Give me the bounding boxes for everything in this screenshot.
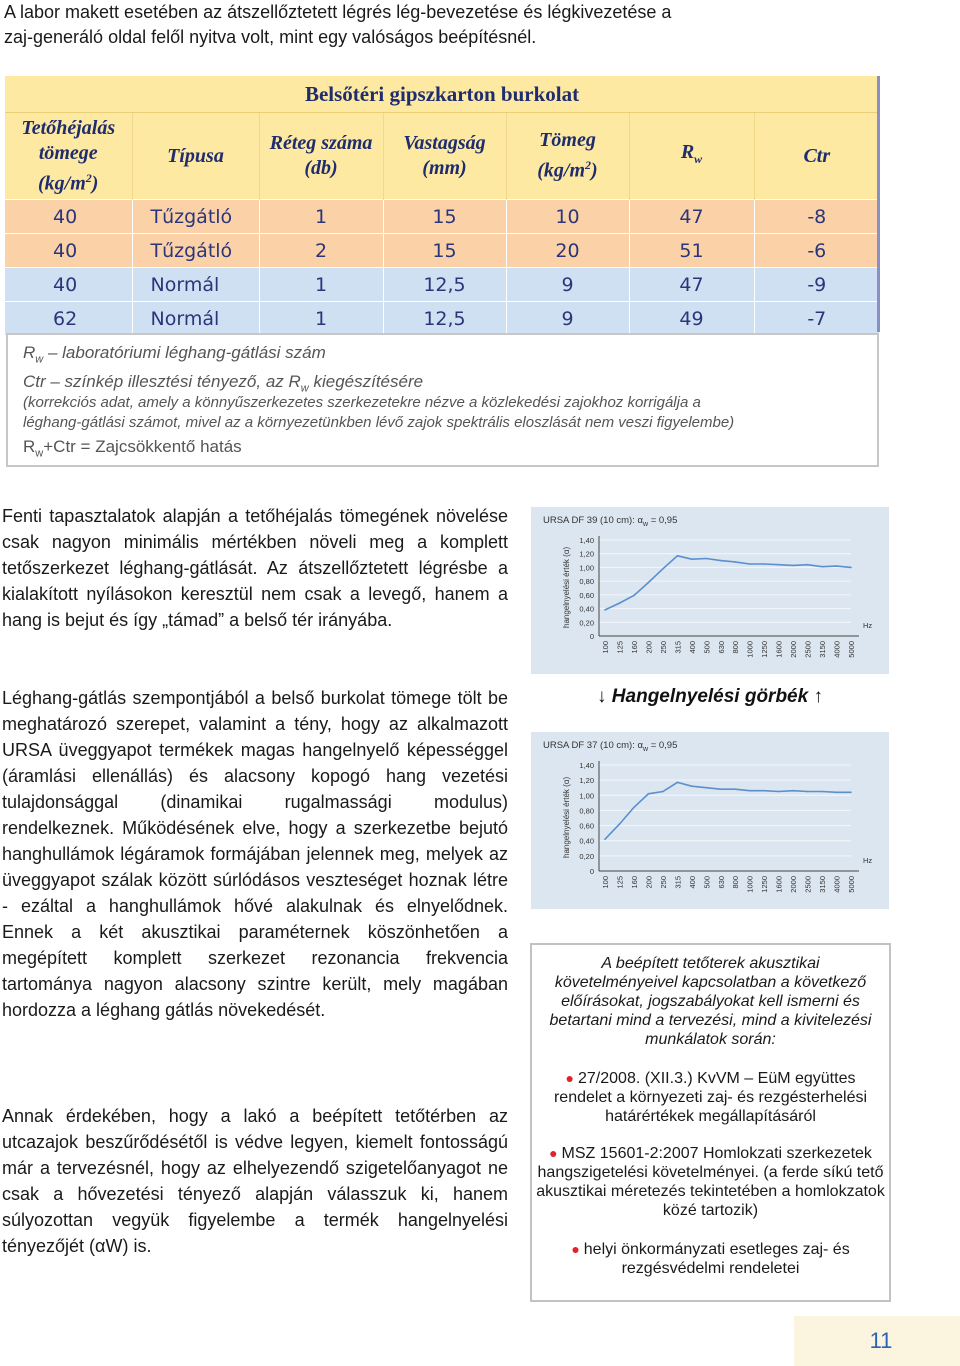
x-tick-label: 315: [673, 641, 683, 654]
table-row: 40 Tűzgátló 2 15 20 51 -6: [5, 234, 879, 268]
x-tick-label: 160: [629, 641, 639, 654]
regulation-item: ● MSZ 15601-2:2007 Homlokzati szerkezetek hangszigetelési követelményei. (a ferde síkú tető akusztikai méretezés tekintetében a homlokzatok közé tartozik): [536, 1145, 885, 1219]
data-point: [705, 787, 707, 789]
x-tick-label: 3150: [818, 641, 828, 658]
y-tick-label: 0: [589, 632, 594, 641]
x-tick-label: 2500: [803, 641, 813, 658]
data-point: [677, 555, 679, 557]
x-tick-label: 250: [658, 641, 668, 654]
x-tick-label: 1600: [774, 641, 784, 658]
chart-title: URSA DF 37 (10 cm): $\alpha_w = 0,95$: [543, 740, 678, 753]
data-point: [850, 791, 852, 793]
regulation-item: ● 27/2008. (XII.3.) KvVM – EüM együttes rendelet a környezeti zaj- és rezgésterhelési határértékek megállapításáról: [553, 1070, 868, 1125]
y-axis-label: hangelnyelési érték (α): [562, 546, 571, 628]
x-tick-label: 200: [644, 641, 654, 654]
data-point: [850, 567, 852, 569]
y-tick-label: 1,40: [579, 761, 594, 770]
data-point: [821, 791, 823, 793]
header-type: Típusa: [132, 113, 259, 200]
y-tick-label: 0,60: [579, 821, 594, 831]
data-point: [778, 791, 780, 793]
data-point: [619, 602, 621, 604]
x-tick-label: 2000: [789, 641, 799, 658]
header-ctr: Ctr: [754, 113, 879, 200]
x-tick-label: 160: [629, 876, 639, 889]
data-point: [792, 790, 794, 792]
chart-svg: [531, 732, 889, 909]
x-tick-label: 400: [687, 641, 697, 654]
x-tick-label: 1600: [774, 876, 784, 893]
table-row: 40 Tűzgátló 1 15 10 47 -8: [5, 200, 879, 234]
data-point: [720, 788, 722, 790]
data-point: [691, 558, 693, 560]
chart-svg: [531, 507, 889, 674]
table-caption: Belsőtéri gipszkarton burkolat: [5, 76, 879, 113]
table-border: [877, 76, 880, 332]
x-tick-label: 125: [615, 641, 625, 654]
x-axis-label: Hz: [863, 621, 873, 630]
y-tick-label: 0,20: [579, 618, 594, 628]
chart-title: URSA DF 39 (10 cm): $\alpha_w = 0,95$: [543, 515, 678, 528]
y-tick-label: 1,20: [579, 776, 594, 786]
x-tick-label: 800: [731, 876, 741, 889]
x-tick-label: 2000: [789, 876, 799, 893]
y-axis-label: hangelnyelési érték (α): [562, 776, 571, 858]
page-number: 11: [794, 1316, 960, 1366]
data-point: [619, 823, 621, 825]
x-tick-label: 125: [615, 876, 625, 889]
x-tick-label: 5000: [847, 876, 856, 893]
paragraph-1: Fenti tapasztalatok alapján a tetőhéjalás tömegének növelése csak nagyon minimális mértékben növeli meg a komplett tetőszerkezet léghang-gátlását. Az átszellőztetett légrésbe a kialakított nyílásokon keresztül nem csak a levegő, hanem a hang is bejut és így „támad” a belső tér irányába.: [2, 506, 508, 630]
x-tick-label: 1250: [760, 876, 770, 893]
data-point: [749, 790, 751, 792]
y-tick-label: 0,20: [579, 851, 594, 861]
x-axis-label: Hz: [863, 856, 873, 865]
header-layers: Réteg száma (db): [259, 113, 383, 200]
x-tick-label: 315: [673, 876, 683, 889]
y-tick-label: 0: [589, 867, 594, 876]
x-tick-label: 800: [731, 641, 741, 654]
data-point: [807, 791, 809, 793]
data-point: [836, 565, 838, 567]
data-point: [633, 595, 635, 597]
y-tick-label: 1,20: [579, 549, 594, 559]
y-tick-label: 0,80: [579, 806, 594, 816]
x-tick-label: 400: [687, 876, 697, 889]
x-tick-label: 100: [601, 641, 610, 654]
table-row: 62 Normál 1 12,5 9 49 -7: [5, 302, 879, 336]
header-roof-mass: Tetőhéjalás tömege $(kg/m^2)$: [5, 113, 132, 200]
x-tick-label: 500: [702, 641, 712, 654]
bullet-dot-icon: ●: [549, 1145, 558, 1161]
data-point: [836, 791, 838, 793]
x-tick-label: 200: [644, 876, 654, 889]
regulations-intro: A beépített tetőterek akusztikai követelményeivel kapcsolatban a következő előírásokat, jogszabályokat kell ismerni és betartani mind a tervezési, mind a kivitelezési munkálatok során:: [549, 955, 872, 1048]
y-tick-label: 0,40: [579, 604, 594, 614]
data-point: [705, 558, 707, 560]
data-point: [807, 564, 809, 566]
data-point: [778, 564, 780, 566]
header-weight: Tömeg $(kg/m^2)$: [506, 113, 629, 200]
series-line: [605, 556, 851, 610]
regulation-item: ● helyi önkormányzati esetleges zaj- és rezgésvédelmi rendeletei: [571, 1241, 850, 1277]
absorption-chart-df37: [531, 732, 889, 909]
bullet-dot-icon: ●: [565, 1070, 574, 1086]
data-point: [792, 565, 794, 567]
legend-rw: $R_w$ – laboratóriumi léghang-gátlási szám: [23, 343, 326, 366]
data-point: [821, 566, 823, 568]
intro-line-1: A labor makett esetében az átszellőztetett légrés lég-bevezetése és légkivezetése a: [4, 2, 672, 22]
y-tick-label: 0,80: [579, 577, 594, 587]
y-tick-label: 1,40: [579, 536, 594, 545]
y-tick-label: 1,00: [579, 563, 594, 573]
data-point: [691, 785, 693, 787]
data-point: [677, 782, 679, 784]
table-row: 40 Normál 1 12,5 9 47 -9: [5, 268, 879, 302]
intro-line-2: zaj-generáló oldal felől nyitva volt, mint egy valóságos beépítésnél.: [4, 27, 537, 47]
data-point: [604, 609, 606, 611]
x-tick-label: 4000: [832, 641, 842, 658]
table-legend: [6, 333, 879, 467]
y-tick-label: 0,60: [579, 590, 594, 600]
data-point: [749, 563, 751, 565]
data-point: [604, 838, 606, 840]
paragraph-2: Léghang-gátlás szempontjából a belső burkolat tömege tölt be meghatározó szerepet, valamint a tény, hogy az alkalmazott URSA üveggyapot termékek magas hangelnyelő képességgel (áramlási ellenállás) és alacsony kopogó hang vezetési tulajdonsággal (dinamikai rugalmassági modulus) rendelkeznek. Működésének elve, hogy a szerkezetbe bejutó hanghullámok légáramok formájában jelennek meg, melyek az üveggyapot szálak között súrlódásos veszteséget hoznak létre - ezáltal a hanghullámok hővé alakulnak és elnyelődnek. Ennek a két akusztikai paraméternek köszönhetően a megépített komplett szerkezet rezonancia frekvencia tartománya nagyon alacsony szintre került, mely magában hordozza a léghang gátlás növekedését.: [2, 688, 508, 1020]
x-tick-label: 500: [702, 876, 712, 889]
legend-note: (korrekciós adat, amely a könnyűszerkezetes szerkezetekre nézve a közlekedési zajokhoz korrigálja a léghang-gátlási számot, mivel az a környezetünkben lévő zajok spektrális eloszlását nem veszi figyelembe): [23, 394, 735, 431]
header-rw: $R_w$: [629, 113, 754, 200]
data-point: [734, 561, 736, 563]
paragraph-3: Annak érdekében, hogy a lakó a beépített tetőtérben az utcazajok beszűrődésétől is védve legyen, kiemelt fontosságú már a tervezésnél, hogy az elhelyezendő szigetelőanyagot ne csak a hővezetési tényező alapján válasszuk ki, hanem súlyozottan vegyük figyelembe a termék hangelnyelési tényezőjét (αW) is.: [2, 1106, 508, 1256]
x-tick-label: 1000: [745, 876, 755, 893]
data-point: [648, 582, 650, 584]
intro-text: [4, 0, 954, 50]
x-tick-label: 1250: [760, 641, 770, 658]
graph-caption: ↓ Hangelnyelési görbék ↑: [597, 686, 823, 707]
x-tick-label: 630: [716, 876, 726, 889]
data-point: [648, 793, 650, 795]
x-tick-label: 4000: [832, 876, 842, 893]
x-tick-label: 630: [716, 641, 726, 654]
x-tick-label: 1000: [745, 641, 755, 658]
absorption-chart-df39: [531, 507, 889, 674]
data-point: [734, 788, 736, 790]
x-tick-label: 5000: [847, 641, 856, 658]
header-thickness: Vastagság (mm): [383, 113, 506, 200]
regulations-box: [530, 943, 891, 1302]
data-point: [633, 807, 635, 809]
x-tick-label: 100: [601, 876, 610, 889]
x-tick-label: 250: [658, 876, 668, 889]
legend-ctr: Ctr – színkép illesztési tényező, az $R_w$ kiegészítésére: [23, 372, 424, 395]
x-tick-label: 3150: [818, 876, 828, 893]
data-point: [662, 568, 664, 570]
acoustic-table: [5, 76, 879, 332]
y-tick-label: 0,40: [579, 836, 594, 846]
data-point: [662, 791, 664, 793]
legend-sum: $R_w+Ctr$ = Zajcsökkentő hatás: [23, 437, 242, 460]
bullet-dot-icon: ●: [571, 1241, 580, 1257]
x-tick-label: 2500: [803, 876, 813, 893]
data-point: [763, 563, 765, 565]
y-tick-label: 1,00: [579, 791, 594, 801]
data-point: [720, 560, 722, 562]
data-point: [763, 790, 765, 792]
